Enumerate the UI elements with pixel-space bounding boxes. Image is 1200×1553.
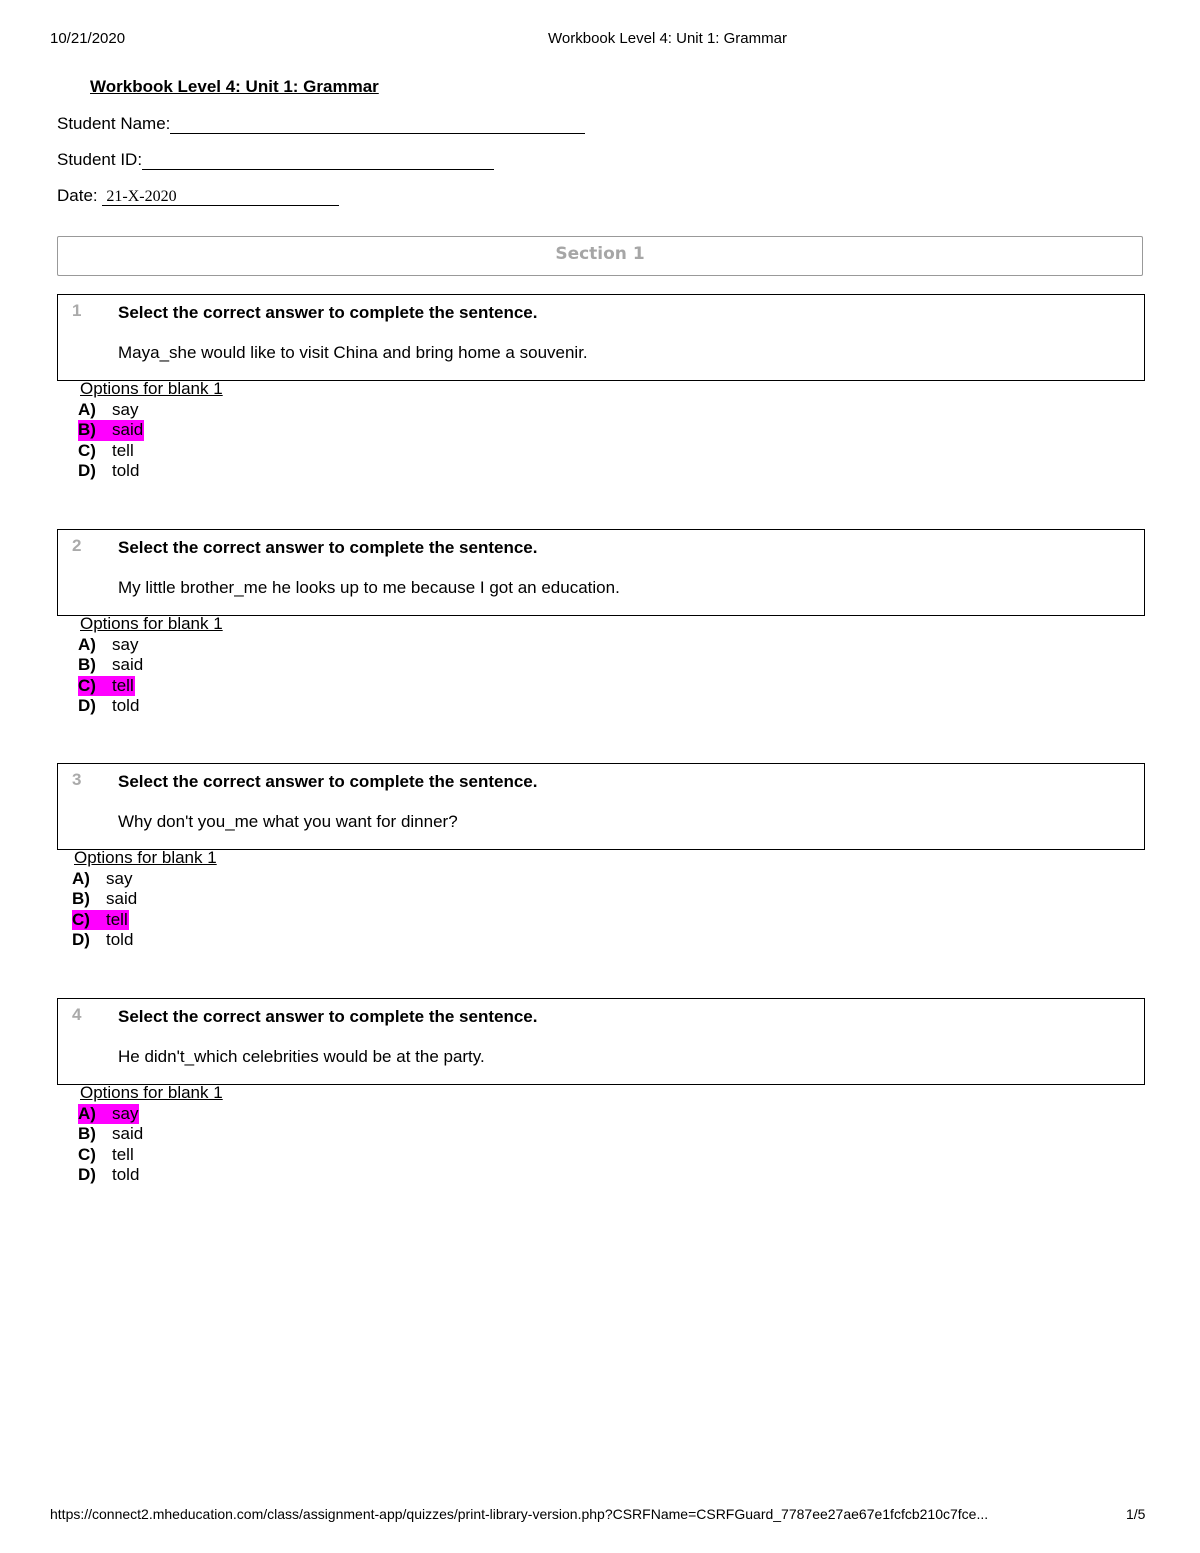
answer-option[interactable] [72,930,133,949]
option-letter: D) [78,696,96,715]
answer-option-selected[interactable] [78,1104,139,1125]
option-text: said [112,420,144,439]
question-number: 1 [72,301,82,320]
option-letter: C) [72,909,90,929]
options-list [78,614,223,717]
answer-option[interactable] [78,1124,143,1143]
option-text: said [106,889,138,908]
question-prompt: Select the correct answer to complete the sentence. [118,772,538,791]
option-text: say [112,634,139,654]
question-number: 3 [72,770,82,789]
date-value: 21-X-2020 [102,188,339,206]
option-text: said [112,655,144,674]
option-letter: D) [78,461,96,480]
answer-option[interactable] [78,441,134,460]
option-text: told [106,930,134,949]
option-letter: D) [72,930,90,949]
answer-option[interactable] [72,869,132,888]
student-name-line [170,116,585,134]
question-prompt: Select the correct answer to complete the sentence. [118,303,538,322]
answer-option[interactable] [78,635,138,654]
option-letter: A) [72,868,90,888]
answer-option-selected[interactable] [78,676,135,697]
option-text: say [112,399,139,419]
question-box [57,529,1145,616]
answer-option-selected[interactable] [78,420,144,441]
option-letter: B) [78,1124,96,1143]
section-header: Section 1 [57,236,1143,276]
option-text: tell [112,440,134,460]
options-title: Options for blank 1 [74,848,217,867]
option-letter: C) [78,440,96,460]
options-list [78,1083,223,1186]
question-sentence: He didn't_which celebrities would be at the party. [118,1047,485,1066]
options-title: Options for blank 1 [80,614,223,633]
question-sentence: Why don't you_me what you want for dinner? [118,812,458,831]
student-name-field [57,114,585,134]
question-box [57,998,1145,1085]
print-date: 10/21/2020 [50,30,126,47]
student-id-field [57,150,494,170]
option-text: told [112,1165,140,1184]
option-text: tell [112,1144,134,1164]
option-letter: B) [78,655,96,674]
question-sentence: My little brother_me he looks up to me because I got an education. [118,578,620,597]
options-list [78,379,223,482]
student-id-line [142,152,494,170]
option-text: say [106,868,133,888]
answer-option[interactable] [78,461,139,480]
option-letter: D) [78,1165,96,1184]
option-text: told [112,461,140,480]
answer-option[interactable] [78,400,138,419]
document-title: Workbook Level 4: Unit 1: Grammar [90,77,379,96]
option-letter: B) [72,889,90,908]
option-letter: A) [78,399,96,419]
student-id-label: Student ID: [57,150,143,169]
option-text: said [112,1124,144,1143]
option-text: told [112,696,140,715]
options-title: Options for blank 1 [80,1083,223,1102]
option-text: tell [106,909,128,929]
date-label: Date: [57,186,98,205]
options-title: Options for blank 1 [80,379,223,398]
student-name-label: Student Name: [57,114,171,133]
answer-option[interactable] [78,1145,134,1164]
question-prompt: Select the correct answer to complete the sentence. [118,1007,538,1026]
page-number: 1/5 [1126,1506,1146,1522]
question-sentence: Maya_she would like to visit China and bring home a souvenir. [118,343,588,362]
answer-option-selected[interactable] [72,910,129,931]
question-number: 2 [72,536,82,555]
question-box [57,763,1145,850]
option-letter: B) [78,420,96,439]
answer-option[interactable] [78,1165,139,1184]
footer-url: https://connect2.mheducation.com/class/assignment-app/quizzes/print-library-version.php?CSRFName=CSRFGuard_7787ee27ae67e1fcfcb210c7fce... [50,1506,989,1522]
option-letter: A) [78,634,96,654]
date-field [57,186,339,206]
option-letter: C) [78,675,96,695]
answer-option[interactable] [78,655,143,674]
question-box [57,294,1145,381]
answer-option[interactable] [78,696,139,715]
option-text: tell [112,675,134,695]
answer-option[interactable] [72,889,137,908]
question-number: 4 [72,1005,82,1024]
option-text: say [112,1103,139,1123]
print-title: Workbook Level 4: Unit 1: Grammar [548,30,787,47]
question-prompt: Select the correct answer to complete the sentence. [118,538,538,557]
option-letter: C) [78,1144,96,1164]
option-letter: A) [78,1103,96,1123]
options-list [72,848,217,951]
